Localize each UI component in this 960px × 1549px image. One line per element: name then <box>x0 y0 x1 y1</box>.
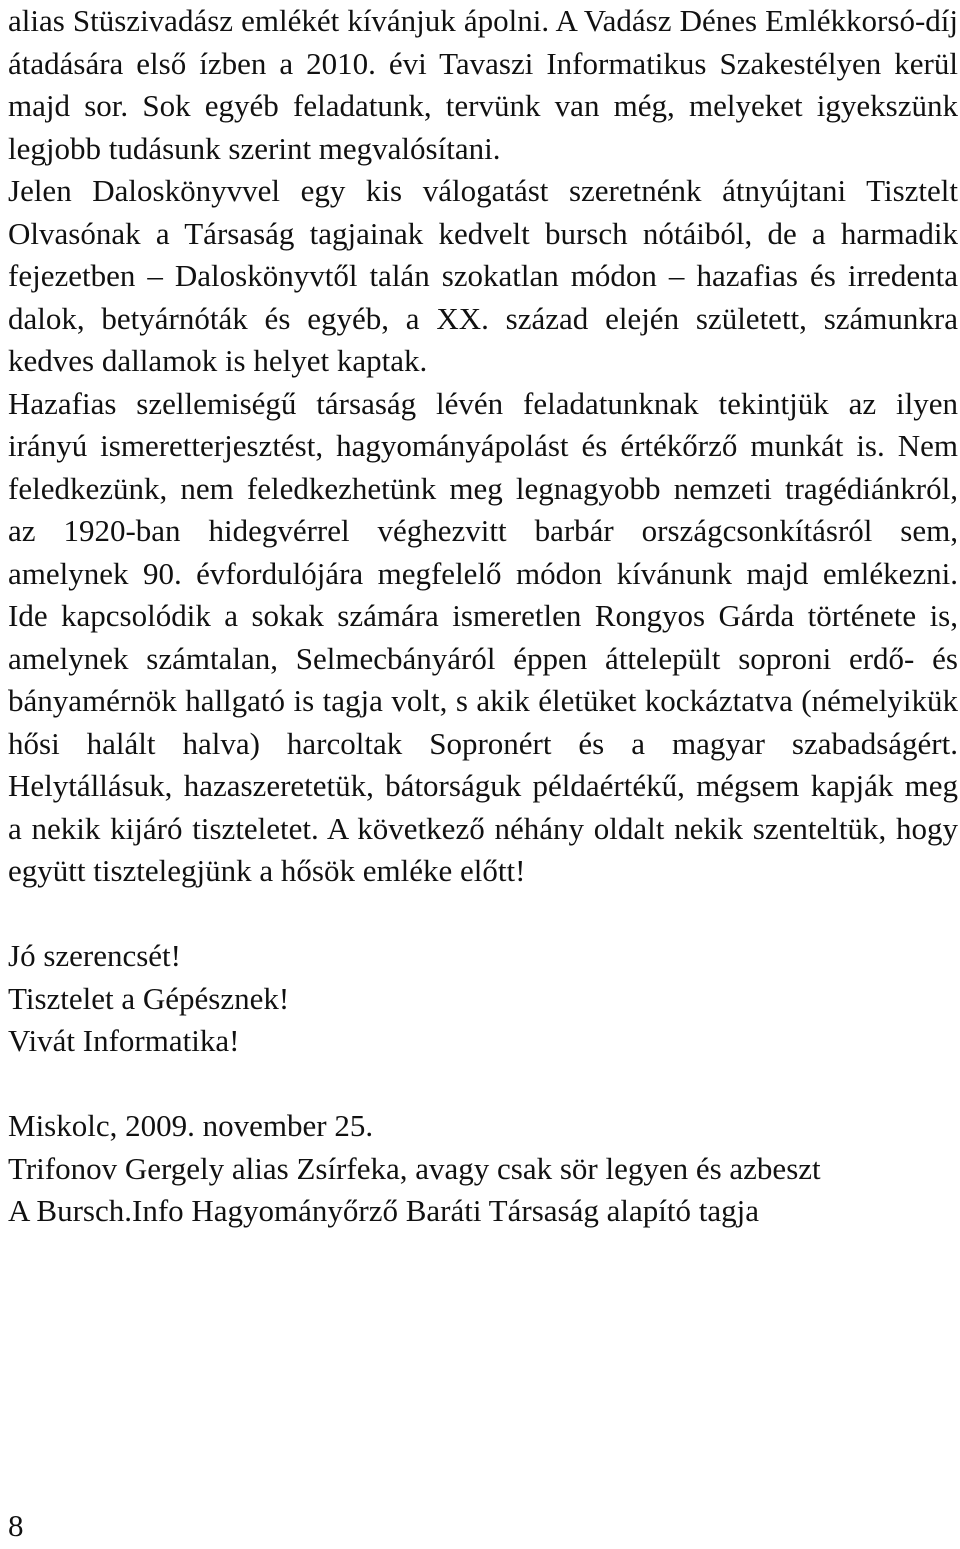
signoff-line: Jó szerencsét! <box>8 938 181 973</box>
document-page <box>8 0 958 1233</box>
signoff-block <box>8 935 958 1063</box>
paragraph-intro-continuation: alias Stüszivadász emlékét kívánjuk ápolni. A Vadász Dénes Emlékkorsó-díj átadására első ízben a 2010. évi Tavaszi Informatikus Szakestélyen kerül majd sor. Sok egyéb feladatunk, tervünk van még, melyeket igyekszünk legjobb tudásunk szerint megvalósítani. <box>8 3 958 166</box>
closing-block <box>8 1105 958 1233</box>
page-number: 8 <box>8 1508 24 1543</box>
signoff-line: Vivát Informatika! <box>8 1023 240 1058</box>
place-date: Miskolc, 2009. november 25. <box>8 1108 374 1143</box>
author-line: Trifonov Gergely alias Zsírfeka, avagy csak sör legyen és azbeszt <box>8 1150 821 1186</box>
paragraph-songbook: Jelen Daloskönyvvel egy kis válogatást szeretnénk átnyújtani Tisztelt Olvasónak a Társaság tagjainak kedvelt bursch nótáiból, de a harmadik fejezetben – Daloskönyvtől talán szokatlan módon – hazafias és irredenta dalok, betyárnóták és egyéb, a XX. század elején született, számunkra kedves dallamok is helyet kaptak. <box>8 173 958 378</box>
affiliation-line: A Bursch.Info Hagyományőrző Baráti Társaság alapító tagja <box>8 1193 759 1228</box>
paragraph-patriotic: Hazafias szellemiségű társaság lévén feladatunknak tekintjük az ilyen irányú ismeretterjesztést, hagyományápolást és értékőrző munkát is. Nem feledkezünk, nem feledkezhetünk meg legnagyobb nemzeti tragédiánkról, az 1920-ban hidegvérrel véghezvitt barbár országcsonkításról sem, amelynek 90. évfordulójára megfelelő módon kívánunk majd emlékezni. Ide kapcsolódik a sokak számára ismeretlen Rongyos Gárda története is, amelynek számtalan, Selmecbányáról éppen áttelepült soproni erdő- és bányamérnök hallgató is tagja volt, s akik életüket kockáztatva (némelyikük hősi halált halva) harcoltak Sopronért és a magyar szabadságért. Helytállásuk, hazaszeretetük, bátorságuk példaértékű, mégsem kapják meg a nekik kijáró tiszteletet. A következő néhány oldalt nekik szenteltük, hogy együtt tisztelegjünk a hősök emléke előtt! <box>8 385 958 888</box>
signoff-line: Tisztelet a Gépésznek! <box>8 980 290 1016</box>
